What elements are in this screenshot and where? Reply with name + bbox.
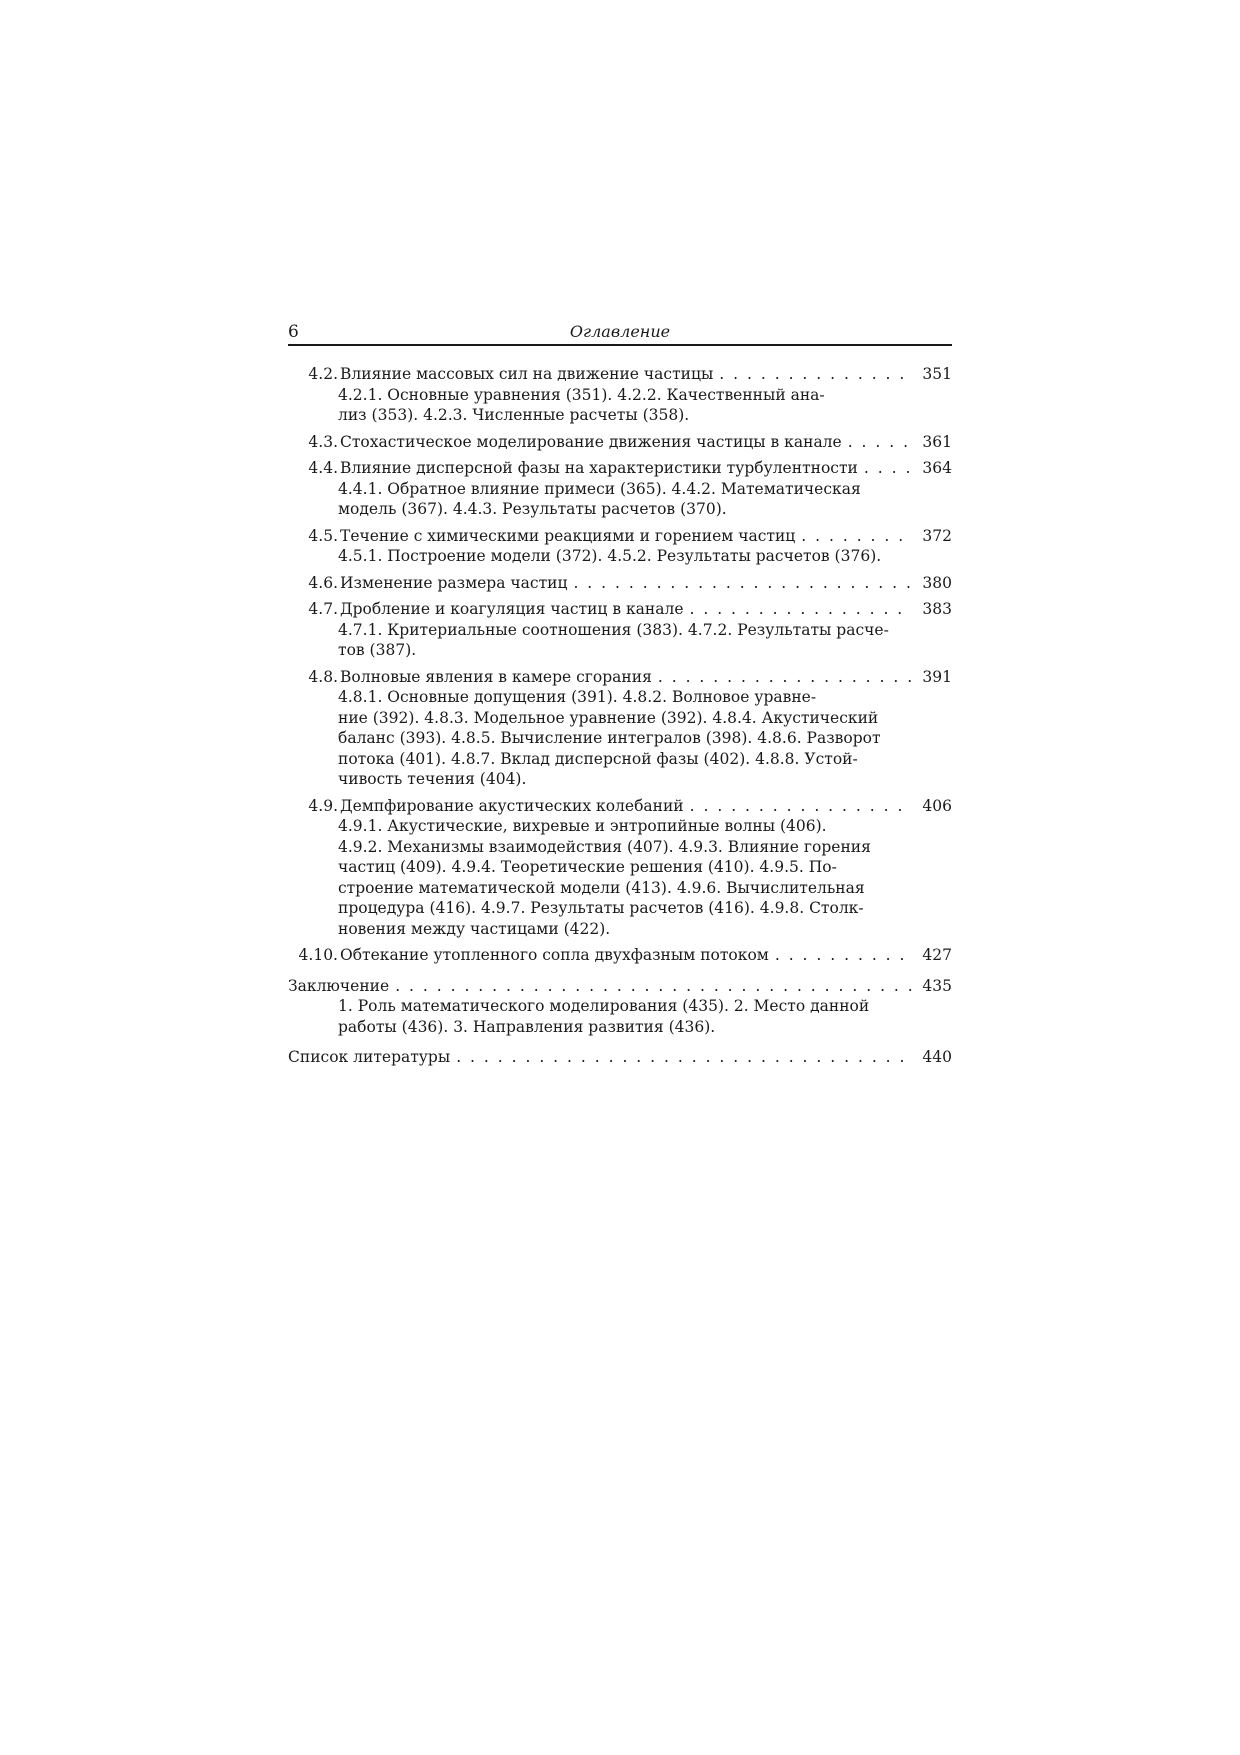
toc-entry-line: [288, 945, 952, 966]
section-number: 4.6.: [308, 573, 338, 592]
page-ref: 380: [922, 573, 952, 592]
running-title: Оглавление: [569, 322, 671, 341]
toc-entry: [288, 976, 952, 1038]
page-ref: 351: [922, 365, 952, 383]
section-title: Обтекание утопленного сопла двухфазным потоком: [340, 946, 769, 964]
subsection-line: 4.9.2. Механизмы взаимодействия (407). 4.9.3. Влияние горения: [338, 837, 871, 856]
toc-entry: [288, 432, 952, 453]
subsection-line: тов (387).: [338, 641, 417, 659]
dot-leader: [690, 796, 912, 817]
dot-leader: [456, 1047, 912, 1068]
section-number: 4.5.: [308, 526, 338, 545]
toc-entry: [288, 364, 952, 426]
dot-leader: [395, 976, 912, 997]
toc-entry-line: [288, 976, 952, 997]
dot-leader: [719, 364, 912, 385]
page-number: 6: [288, 322, 299, 342]
subsection-line: 4.4.1. Обратное влияние примеси (365). 4.4.2. Математическая: [338, 479, 861, 498]
subsection-line: модель (367). 4.4.3. Результаты расчетов (370).: [338, 500, 727, 518]
section-title: Демпфирование акустических колебаний: [340, 796, 684, 815]
toc-entry: [288, 573, 952, 594]
subsection-line: 4.7.1. Критериальные соотношения (383). 4.7.2. Результаты расче-: [338, 620, 889, 639]
page-ref: 361: [922, 432, 952, 451]
section-number: 4.8.: [308, 667, 338, 686]
section-title: Изменение размера частиц: [340, 573, 568, 592]
dot-leader: [775, 945, 912, 966]
section-number: 4.4.: [308, 459, 338, 477]
page-ref: 406: [922, 796, 952, 815]
subsection-line: баланс (393). 4.8.5. Вычисление интегралов (398). 4.8.6. Разворот: [338, 729, 881, 747]
toc-entry-line: [288, 364, 952, 385]
toc-entry-line: [288, 432, 952, 453]
toc-entry: [288, 599, 952, 661]
section-number: 4.9.: [308, 796, 338, 815]
section-title: Течение с химическими реакциями и горением частиц: [340, 526, 796, 545]
section-number: 4.3.: [308, 432, 338, 451]
subsection-line: чивость течения (404).: [338, 770, 527, 788]
page-ref: 364: [922, 459, 952, 477]
toc-entry-line: [288, 458, 952, 479]
subsection-line: потока (401). 4.8.7. Вклад дисперсной фазы (402). 4.8.8. Устой-: [338, 749, 858, 768]
toc-entry-line: [288, 573, 952, 594]
subsection-line: новения между частицами (422).: [338, 919, 611, 938]
subsection-line: ние (392). 4.8.3. Модельное уравнение (392). 4.8.4. Акустический: [338, 708, 879, 727]
page-ref: 427: [922, 946, 952, 964]
toc-entry-line: [288, 599, 952, 620]
section-title: Стохастическое моделирование движения частицы в канале: [340, 432, 842, 451]
subsection-line: строение математической модели (413). 4.9.6. Вычислительная: [338, 878, 865, 897]
section-title: Дробление и коагуляция частиц в канале: [340, 600, 684, 618]
dot-leader: [864, 458, 912, 479]
section-title: Заключение: [288, 976, 390, 995]
page-ref: 391: [922, 667, 952, 686]
page-ref: 383: [922, 600, 952, 618]
subsection-line: 4.9.1. Акустические, вихревые и энтропийные волны (406).: [338, 817, 827, 835]
dot-leader: [690, 599, 913, 620]
subsection-line: 4.8.1. Основные допущения (391). 4.8.2. Волновое уравне-: [338, 688, 817, 706]
toc-entry: [288, 1047, 952, 1068]
page: [288, 322, 952, 1074]
toc-entry: [288, 796, 952, 940]
dot-leader: [848, 432, 912, 453]
toc-entry: [288, 458, 952, 520]
subsection-line: процедура (416). 4.9.7. Результаты расчетов (416). 4.9.8. Столк-: [338, 899, 864, 917]
section-title: Волновые явления в камере сгорания: [340, 667, 652, 686]
toc-entry-line: [288, 526, 952, 547]
toc-entry-line: [288, 1047, 952, 1068]
page-ref: 440: [922, 1048, 952, 1066]
toc-entry-line: [288, 667, 952, 688]
subsection-line: 4.2.1. Основные уравнения (351). 4.2.2. Качественный ана-: [338, 385, 825, 404]
toc-entry: [288, 667, 952, 790]
page-ref: 372: [922, 526, 952, 545]
subsection-line: 4.5.1. Построение модели (372). 4.5.2. Результаты расчетов (376).: [338, 547, 882, 565]
section-title: Влияние массовых сил на движение частицы: [340, 365, 714, 383]
dot-leader: [801, 526, 912, 547]
subsection-line: работы (436). 3. Направления развития (436).: [338, 1017, 716, 1036]
subsection-line: 1. Роль математического моделирования (435). 2. Место данной: [338, 997, 870, 1015]
toc-entry: [288, 526, 952, 567]
section-title: Список литературы: [288, 1048, 451, 1066]
page-header: [288, 322, 952, 346]
page-ref: 435: [922, 976, 952, 995]
subsection-line: лиз (353). 4.2.3. Численные расчеты (358).: [338, 406, 690, 424]
section-number: 4.10.: [298, 946, 338, 964]
dot-leader: [658, 667, 912, 688]
section-number: 4.7.: [308, 600, 338, 618]
section-title: Влияние дисперсной фазы на характеристики турбулентности: [340, 459, 858, 477]
toc-entry: [288, 945, 952, 966]
section-number: 4.2.: [308, 365, 338, 383]
subsection-line: частиц (409). 4.9.4. Теоретические решения (410). 4.9.5. По-: [338, 858, 837, 876]
dot-leader: [573, 573, 912, 594]
toc-entry-line: [288, 796, 952, 817]
table-of-contents: [288, 364, 952, 1068]
